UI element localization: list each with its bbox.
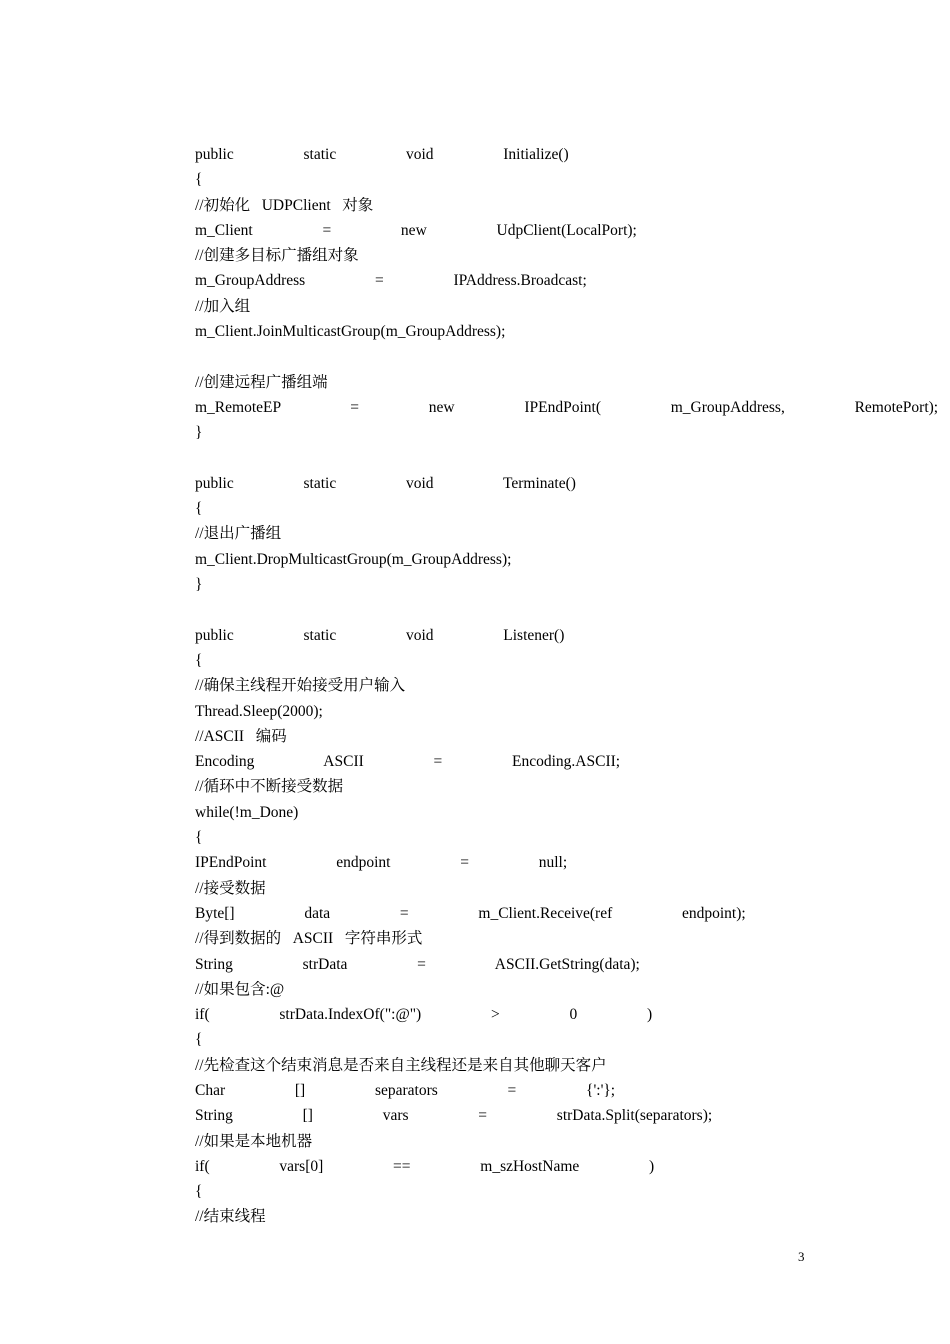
code-line: m_Client.DropMulticastGroup(m_GroupAddress); xyxy=(195,550,512,568)
code-line: //结束线程 xyxy=(195,1208,266,1226)
code-line: { xyxy=(195,500,203,518)
code-line: //循环中不断接受数据 xyxy=(195,778,344,796)
code-line: public static void Terminate() xyxy=(195,474,576,492)
code-line: //确保主线程开始接受用户输入 xyxy=(195,677,406,695)
code-line: while(!m_Done) xyxy=(195,803,299,821)
code-line: } xyxy=(195,576,203,594)
code-line: Char [] separators = {':'}; xyxy=(195,1081,616,1099)
page-number: 3 xyxy=(798,1249,805,1264)
code-line: Thread.Sleep(2000); xyxy=(195,702,323,720)
code-line: //如果是本地机器 xyxy=(195,1132,313,1150)
code-line: { xyxy=(195,1031,203,1049)
code-line: //接受数据 xyxy=(195,879,266,897)
code-line: m_Client = new UdpClient(LocalPort); xyxy=(195,221,637,239)
code-line: //先检查这个结束消息是否来自主线程还是来自其他聊天客户 xyxy=(195,1056,607,1074)
code-line: if( strData.IndexOf(":@") > 0 ) xyxy=(195,1006,653,1024)
code-line: { xyxy=(195,1183,203,1201)
code-line: //退出广播组 xyxy=(195,525,282,543)
code-line: IPEndPoint endpoint = null; xyxy=(195,854,568,872)
code-line: if( vars[0] == m_szHostName ) xyxy=(195,1157,655,1175)
code-block xyxy=(195,142,939,1230)
code-line: Byte[] data = m_Client.Receive(ref endpoint); xyxy=(195,904,746,922)
code-line: public static void Initialize() xyxy=(195,146,569,163)
blank-line xyxy=(195,344,815,369)
code-line: public static void Listener() xyxy=(195,626,565,644)
code-line: String [] vars = strData.Split(separators); xyxy=(195,1107,713,1125)
code-line: //创建远程广播组端 xyxy=(195,373,328,391)
code-line: //初始化 UDPClient 对象 xyxy=(195,196,374,214)
code-line: //得到数据的 ASCII 字符串形式 xyxy=(195,930,423,948)
code-line: //创建多目标广播组对象 xyxy=(195,247,359,265)
code-line: } xyxy=(195,424,203,442)
code-line: { xyxy=(195,829,203,847)
blank-line xyxy=(195,446,815,471)
code-line: m_Client.JoinMulticastGroup(m_GroupAddress); xyxy=(195,323,506,341)
code-line: m_RemoteEP = new IPEndPoint( m_GroupAddress, RemotePort); xyxy=(195,398,939,416)
code-line: Encoding ASCII = Encoding.ASCII; xyxy=(195,753,621,771)
code-line: //ASCII 编码 xyxy=(195,727,287,745)
code-line: //如果包含:@ xyxy=(195,980,285,998)
code-line: m_GroupAddress = IPAddress.Broadcast; xyxy=(195,272,587,290)
code-line: //加入组 xyxy=(195,297,251,315)
code-line: { xyxy=(195,171,203,189)
blank-line xyxy=(195,597,815,622)
code-line: String strData = ASCII.GetString(data); xyxy=(195,955,640,973)
code-line: { xyxy=(195,651,203,669)
